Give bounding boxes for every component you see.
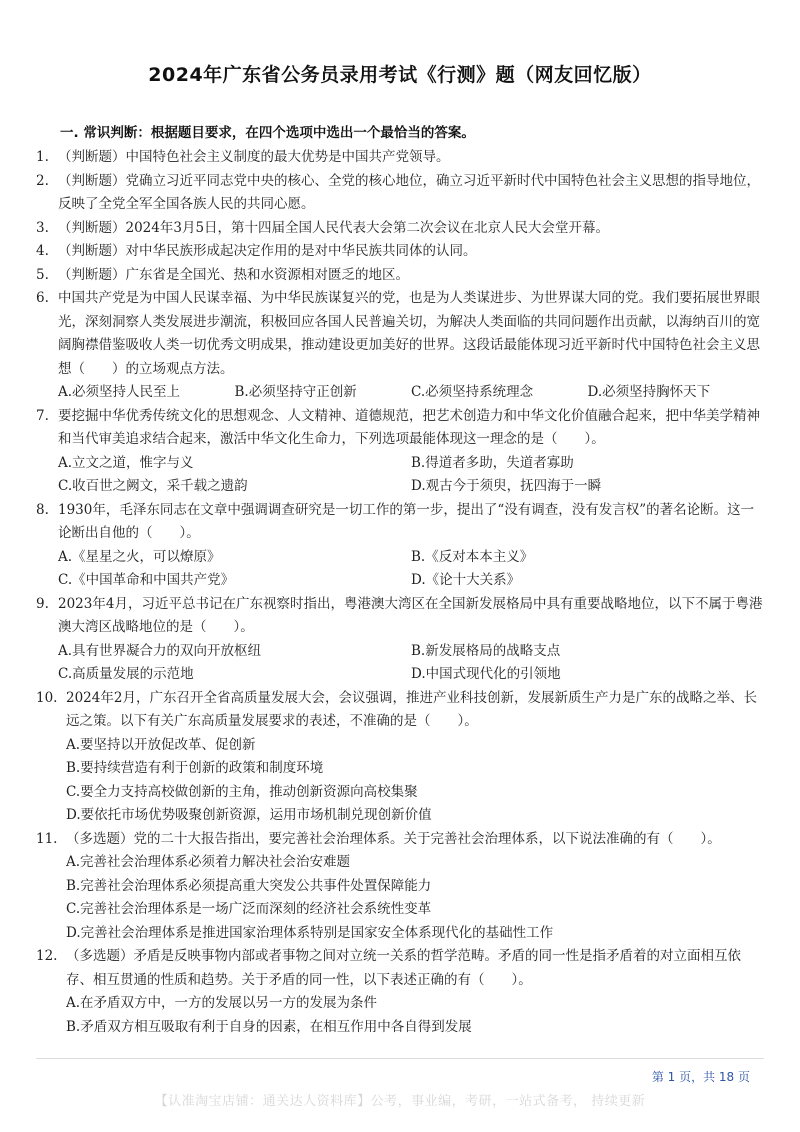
- page-number: 第 1 页，共 18 页: [651, 1070, 750, 1084]
- watermark: 【认准淘宝店铺：通关达人资料库】公考，事业编，考研，一站式备考， 持续更新: [154, 1094, 646, 1109]
- question-stem: 2024年2月，广东召开全省高质量发展大会，会议强调，推进产业科技创新，发展新质生产力是广东的战略之举、长远之策。以下有关广东高质量发展要求的表述，不准确的是（ ）。: [66, 689, 757, 729]
- option-b: B.完善社会治理体系必须提高重大突发公共事件处置保障能力: [66, 877, 432, 894]
- option-c: C.完善社会治理体系是一场广泛而深刻的经济社会系统性变革: [66, 901, 432, 917]
- question-number: 1.: [36, 149, 49, 165]
- question-8: [36, 499, 764, 593]
- question-5: [36, 264, 764, 288]
- question-stem: （多选题）党的二十大报告指出，要完善社会治理体系。关于完善社会治理体系，以下说法准确的有（ ）。: [66, 830, 721, 847]
- question-7: [36, 405, 764, 499]
- option-a: A.要坚持以开放促改革、促创新: [66, 736, 256, 753]
- question-stem: （判断题）2024年3月5日，第十四届全国人民代表大会第二次会议在北京人民大会堂开幕。: [58, 219, 610, 236]
- option-c: C.要全力支持高校做创新的主角，推动创新资源向高校集聚: [66, 783, 418, 800]
- question-stem: （判断题）党确立习近平同志党中央的核心、全党的核心地位，确立习近平新时代中国特色社会主义思想的指导地位，反映了全党全军全国各族人民的共同心愿。: [58, 172, 760, 212]
- option-c: C.收百世之阙文，采千载之遗韵: [58, 478, 248, 494]
- option-b: B.必须坚持守正创新: [234, 384, 357, 400]
- options: [58, 640, 764, 664]
- option-d: D.中国式现代化的引领地: [411, 666, 561, 682]
- option-d: D.要依托市场优势吸聚创新资源，运用市场机制兑现创新价值: [66, 807, 432, 823]
- option-c: C.《中国革命和中国共产党》: [58, 572, 235, 588]
- option-c: C.高质量发展的示范地: [58, 666, 194, 682]
- option-d: D.必须坚持胸怀天下: [587, 384, 711, 400]
- option-d: D.观古今于须臾，抚四海于一瞬: [411, 478, 602, 494]
- question-number: 2.: [36, 172, 49, 189]
- options: [58, 546, 764, 570]
- options: [58, 569, 764, 593]
- question-stem: （判断题）对中华民族形成起决定作用的是对中华民族共同体的认同。: [58, 243, 477, 259]
- option-a: A.在矛盾双方中，一方的发展以另一方的发展为条件: [66, 995, 378, 1011]
- question-stem: 2023年4月，习近平总书记在广东视察时指出，粤港澳大湾区在全国新发展格局中具有重要战略地位，以下不属于粤港澳大湾区战略地位的是（ ）。: [58, 595, 763, 635]
- question-10: [36, 687, 764, 828]
- section-heading: 一. 常识判断：根据题目要求，在四个选项中选出一个最恰当的答案。: [60, 125, 475, 141]
- option-a: A.完善社会治理体系必须着力解决社会治安难题: [66, 854, 351, 870]
- option-b: B.矛盾双方相互吸取有利于自身的因素，在相互作用中各自得到发展: [66, 1018, 472, 1035]
- question-number: 3.: [36, 219, 49, 236]
- option-a: A.立文之道，惟字与义: [58, 454, 194, 471]
- question-3: [36, 217, 764, 241]
- options: [58, 663, 764, 687]
- options: [58, 475, 764, 499]
- question-number: 11.: [36, 830, 58, 847]
- question-number: 7.: [36, 407, 49, 424]
- option-a: A.《星星之火，可以燎原》: [58, 548, 221, 565]
- page-title: 2024年广东省公务员录用考试《行测》题（网友回忆版）: [148, 64, 652, 86]
- question-number: 10.: [36, 689, 58, 706]
- question-12: [36, 945, 764, 1039]
- question-1: [36, 146, 764, 170]
- question-number: 12.: [36, 948, 58, 964]
- option-c: C.必须坚持系统理念: [411, 384, 534, 400]
- question-number: 4.: [36, 243, 49, 259]
- question-stem: （判断题）中国特色社会主义制度的最大优势是中国共产党领导。: [58, 149, 450, 165]
- question-number: 5.: [36, 266, 49, 283]
- footer-divider: [36, 1058, 764, 1059]
- option-a: A.具有世界凝合力的双向开放枢纽: [58, 642, 262, 659]
- question-list: [36, 146, 764, 1039]
- option-b: B.《反对本本主义》: [411, 548, 534, 565]
- question-stem: （多选题）矛盾是反映事物内部或者事物之间对立统一关系的哲学范畴。矛盾的同一性是指矛盾着的对立面相互依存、相互贯通的性质和趋势。关于矛盾的同一性，以下表述正确的有（ ）。: [66, 948, 741, 988]
- option-b: B.新发展格局的战略支点: [411, 642, 561, 659]
- question-9: [36, 593, 764, 687]
- question-11: [36, 828, 764, 946]
- question-stem: 要挖掘中华优秀传统文化的思想观念、人文精神、道德规范，把艺术创造力和中华文化价值融合起来，把中华美学精神和当代审美追求结合起来，激活中华文化生命力，下列选项最能体现这一理念的是（ ）。: [58, 407, 760, 447]
- question-number: 8.: [36, 501, 49, 518]
- option-d: D.《论十大关系》: [411, 572, 521, 588]
- question-number: 6.: [36, 290, 49, 306]
- option-a: A.必须坚持人民至上: [58, 384, 181, 400]
- question-stem: （判断题）广东省是全国光、热和水资源相对匮乏的地区。: [58, 266, 409, 283]
- option-b: B.得道者多助，失道者寡助: [411, 454, 574, 471]
- options: [58, 452, 764, 476]
- question-4: [36, 240, 764, 264]
- question-stem: 1930年，毛泽东同志在文章中强调调查研究是一切工作的第一步，提出了“没有调查，没有发言权”的著名论断。这一论断出自他的（ ）。: [58, 501, 755, 541]
- question-stem: 中国共产党是为中国人民谋幸福、为中华民族谋复兴的党，也是为人类谋进步、为世界谋大同的党。我们要拓展世界眼光，深刻洞察人类发展进步潮流，积极回应各国人民普遍关切，为解决人类面临的共同问题作出贡献，以海纳百川的宽阔胸襟借鉴吸收人类一切优秀文明成果，推动建设更加美好的世界。这段话最能体现习近平新时代中国特色社会主义思想（ ）的立场观点方法。: [58, 290, 760, 377]
- option-b: B.要持续营造有利于创新的政策和制度环境: [66, 760, 324, 776]
- question-number: 9.: [36, 595, 49, 612]
- option-d: D.完善社会治理体系是推进国家治理体系特别是国家安全体系现代化的基础性工作: [66, 924, 554, 941]
- question-6: [36, 287, 764, 405]
- options: [58, 381, 764, 405]
- question-2: [36, 170, 764, 217]
